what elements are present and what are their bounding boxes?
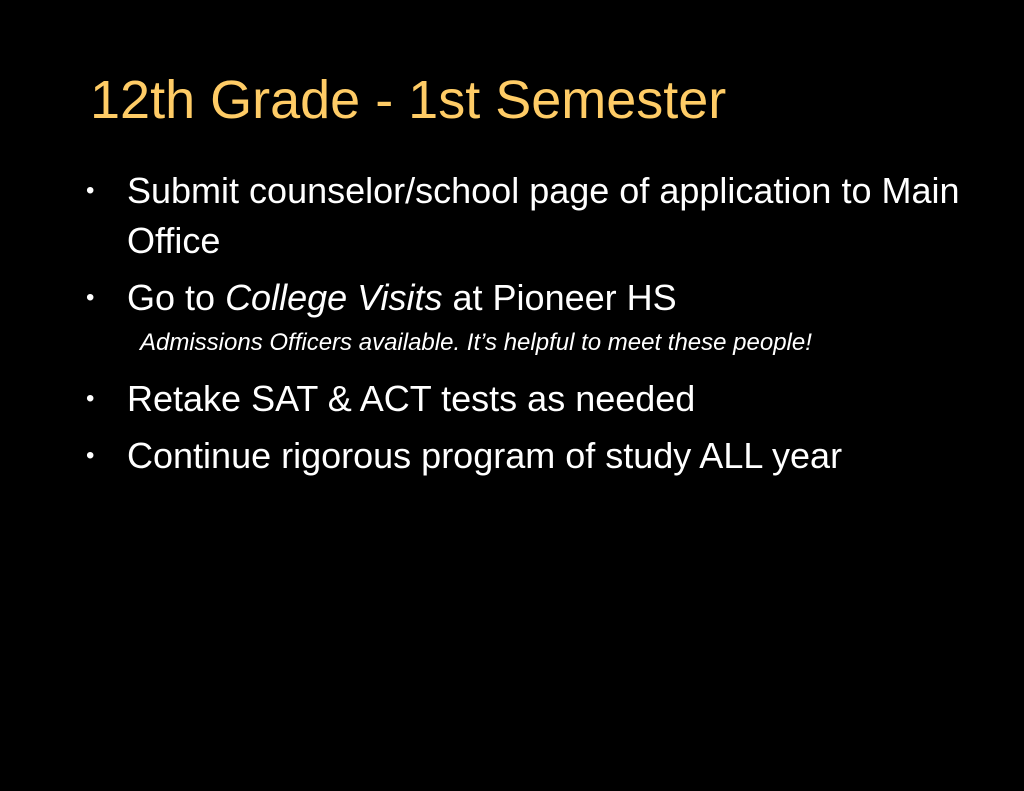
bullet-icon: • bbox=[86, 284, 95, 311]
bullet-icon: • bbox=[86, 177, 95, 204]
bullet-text-emphasis: College Visits bbox=[225, 277, 443, 318]
bullet-item-college-visits bbox=[86, 273, 986, 323]
bullet-text: Submit counselor/school page of application to Main Office bbox=[127, 170, 960, 261]
bullet-text-prefix: Go to bbox=[127, 277, 226, 318]
slide-title: 12th Grade - 1st Semester bbox=[90, 70, 727, 130]
bullet-item-submit bbox=[86, 166, 986, 266]
bullet-item-retake bbox=[86, 374, 986, 424]
bullet-item-continue bbox=[86, 431, 986, 481]
bullet-icon: • bbox=[86, 442, 95, 469]
bullet-list bbox=[86, 166, 986, 488]
bullet-icon: • bbox=[86, 385, 95, 412]
bullet-text: Retake SAT & ACT tests as needed bbox=[127, 378, 696, 419]
bullet-text-suffix: at Pioneer HS bbox=[442, 277, 677, 318]
bullet-text: Continue rigorous program of study ALL year bbox=[127, 435, 843, 476]
sub-bullet-admissions: Admissions Officers available. It’s helpful to meet these people! bbox=[140, 329, 812, 356]
